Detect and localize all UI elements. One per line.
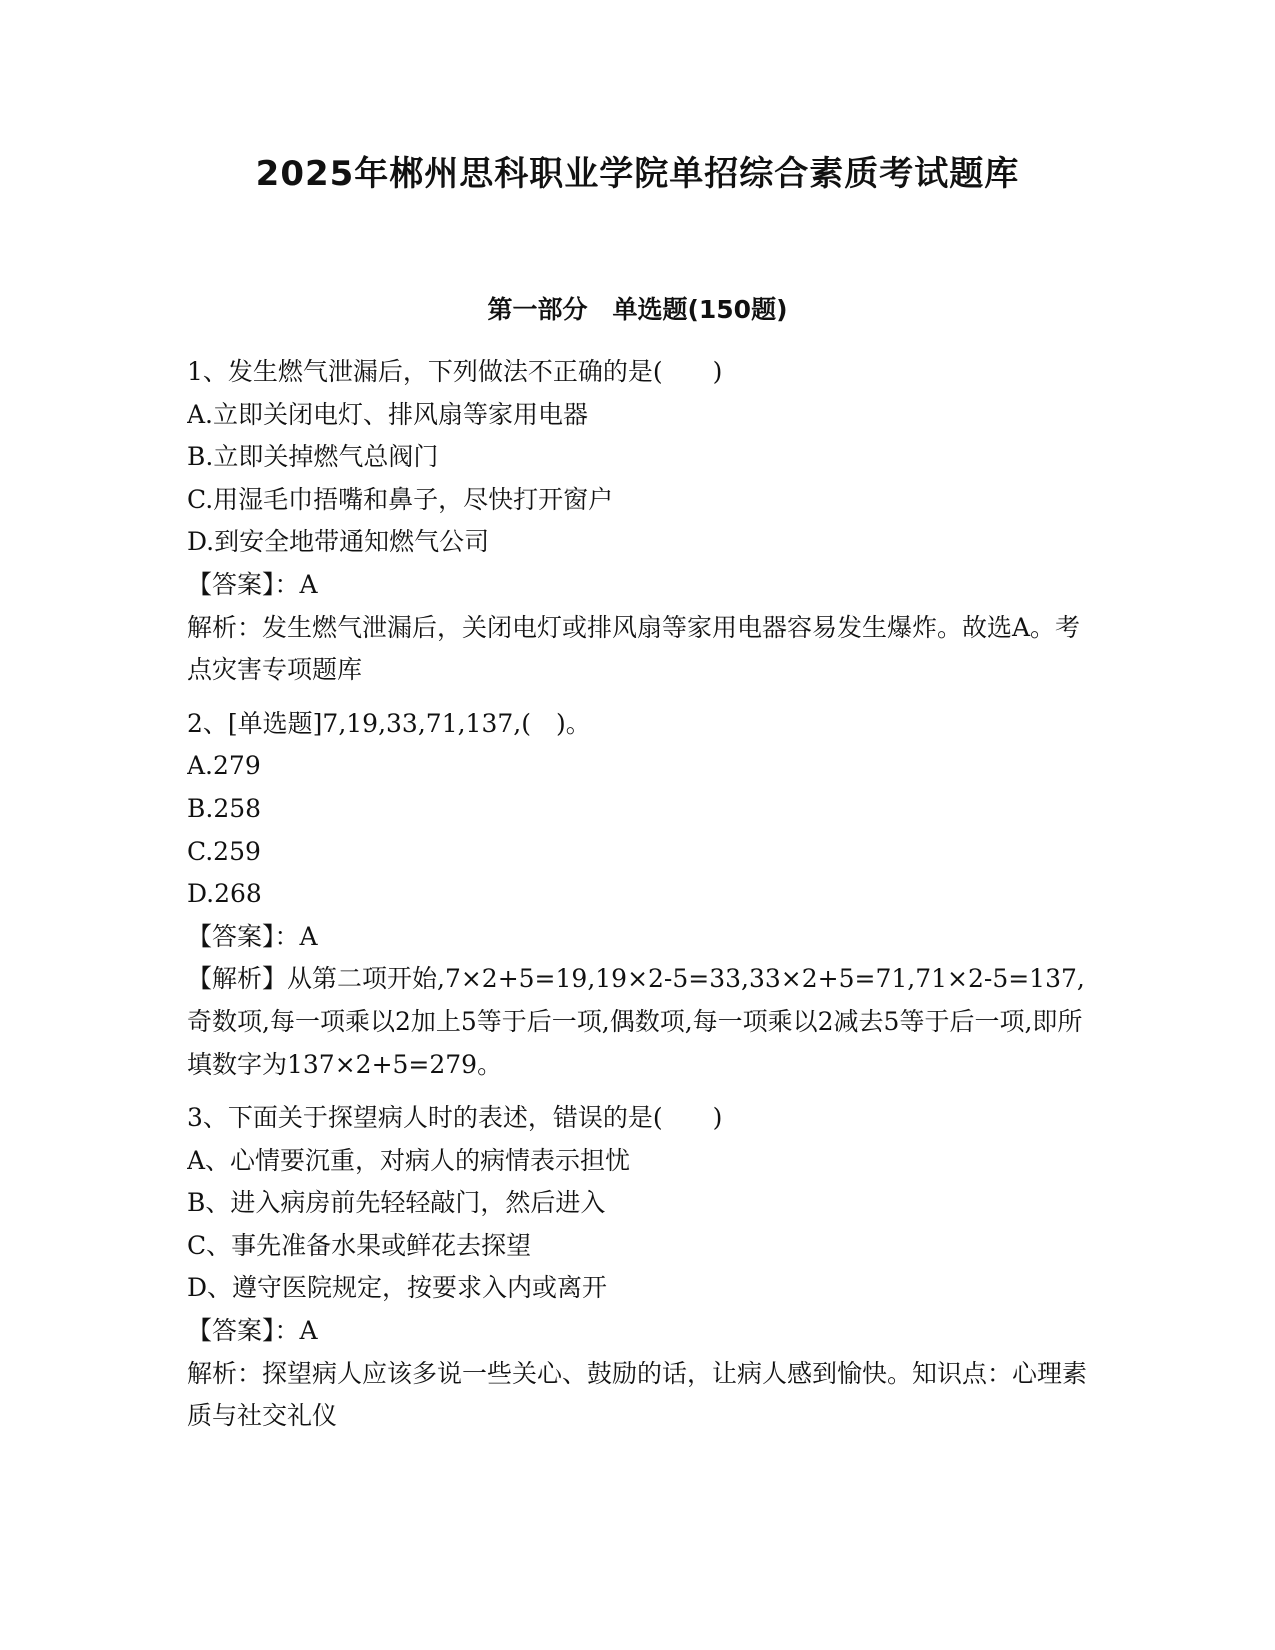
answer-line: 【答案】：A <box>187 569 318 599</box>
question-stem: 3、下面关于探望病人时的表述，错误的是( ) <box>187 1103 723 1133</box>
option-d: D.268 <box>187 879 262 909</box>
answer-line: 【答案】：A <box>187 1316 318 1346</box>
analysis-text: 解析：探望病人应该多说一些关心、鼓励的话，让病人感到愉快。知识点：心理素质与社交礼仪 <box>187 1358 1088 1431</box>
answer-line: 【答案】：A <box>187 921 318 951</box>
question-stem: 1、发生燃气泄漏后，下列做法不正确的是( ) <box>187 357 723 386</box>
question-1 <box>187 351 1087 692</box>
analysis-text: 解析：发生燃气泄漏后，关闭电灯或排风扇等家用电器容易发生爆炸。故选A。考点灾害专项题库 <box>187 612 1081 685</box>
option-a: A.279 <box>187 751 261 781</box>
question-2 <box>187 703 1087 1086</box>
option-a: A.立即关闭电灯、排风扇等家用电器 <box>187 399 589 429</box>
section-title: 第一部分 单选题(150题) <box>487 295 788 324</box>
option-d: D.到安全地带通知燃气公司 <box>187 527 490 557</box>
analysis-text: 【解析】从第二项开始,7×2+5=19,19×2-5=33,33×2+5=71,71×2-5=137,奇数项,每一项乘以2加上5等于后一项,偶数项,每一项乘以2减去5等于后一项,即所填数字为137×2+5=279。 <box>187 964 1085 1079</box>
question-stem: 2、[单选题]7,19,33,71,137,( )。 <box>187 708 591 738</box>
option-c: C.用湿毛巾捂嘴和鼻子，尽快打开窗户 <box>187 484 614 514</box>
question-3 <box>187 1097 1087 1438</box>
option-a: A、心情要沉重，对病人的病情表示担忧 <box>187 1145 631 1175</box>
option-b: B.258 <box>187 793 262 823</box>
option-b: B、进入病房前先轻轻敲门，然后进入 <box>187 1188 606 1218</box>
document-title: 2025年郴州思科职业学院单招综合素质考试题库 <box>255 154 1020 194</box>
question-list <box>187 351 1087 1438</box>
option-b: B.立即关掉燃气总阀门 <box>187 442 439 472</box>
option-d: D、遵守医院规定，按要求入内或离开 <box>187 1273 608 1303</box>
option-c: C.259 <box>187 836 261 866</box>
option-c: C、事先准备水果或鲜花去探望 <box>187 1230 532 1260</box>
